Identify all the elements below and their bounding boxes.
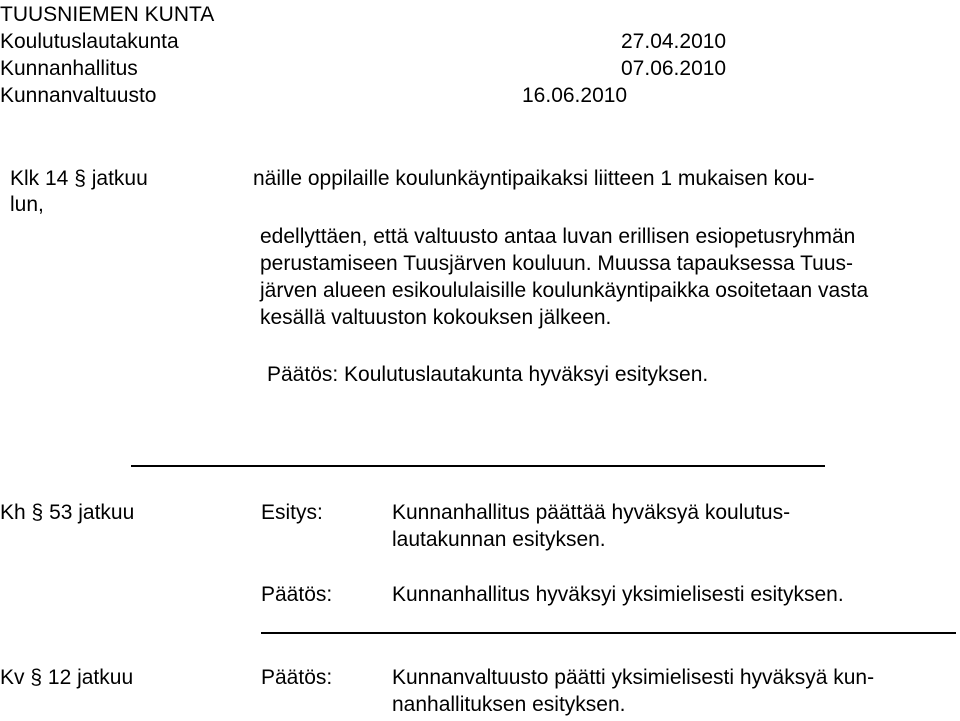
kh-proposal-line: Kunnanhallitus päättää hyväksyä koulutus- (392, 501, 791, 524)
section-sign-icon: § (31, 501, 44, 524)
klk-ref-suffix: jatkuu (91, 167, 148, 190)
kv-section-ref (0, 665, 133, 691)
section-sign-icon: § (74, 167, 86, 190)
klk-text-line1: näille oppilaille koulunkäyntipaikaksi liitteen 1 mukaisen kou- (253, 167, 815, 190)
kh-section-ref (0, 500, 134, 526)
section-sign-icon: § (30, 666, 43, 689)
municipality-title: TUUSNIEMEN KUNTA (0, 3, 215, 26)
section-divider (131, 465, 825, 467)
klk-decision: Päätös: Koulutuslautakunta hyväksyi esityksen. (267, 363, 709, 386)
body-name-kunnanvaltuusto: Kunnanvaltuusto (0, 84, 157, 107)
body-date-kunnanvaltuusto: 16.06.2010 (522, 84, 628, 107)
klk-paragraph-line: kesällä valtuuston kokouksen jälkeen. (260, 306, 612, 329)
kh-proposal-label: Esitys: (261, 501, 323, 524)
klk-ref-prefix: Klk 14 (10, 167, 69, 190)
kh-ref-prefix: Kh (0, 501, 26, 524)
kv-decision-label: Päätös: (261, 666, 333, 689)
klk-paragraph-line: perustamiseen Tuusjärven kouluun. Muussa tapauksessa Tuus- (260, 252, 853, 275)
kh-proposal-line: lautakunnan esityksen. (392, 528, 606, 551)
kv-decision-line: nanhallituksen esityksen. (392, 693, 626, 716)
klk-paragraph-line: järven alueen esikoululaisille koulunkäyntipaikka osoitetaan vasta (260, 279, 869, 302)
kh-decision-label: Päätös: (261, 583, 333, 606)
body-date-koulutuslautakunta: 27.04.2010 (621, 30, 727, 53)
kv-ref-prefix: Kv (0, 666, 25, 689)
body-name-koulutuslautakunta: Koulutuslautakunta (0, 30, 179, 53)
klk-section-ref (10, 166, 148, 192)
body-name-kunnanhallitus: Kunnanhallitus (0, 57, 138, 80)
kh-ref-suffix: 53 jatkuu (49, 501, 135, 524)
body-date-kunnanhallitus: 07.06.2010 (621, 57, 727, 80)
klk-text-line1-cont: lun, (10, 193, 44, 216)
kh-decision-text: Kunnanhallitus hyväksyi yksimielisesti esityksen. (392, 583, 844, 606)
section-divider (261, 632, 956, 634)
kv-ref-suffix: 12 jatkuu (47, 666, 134, 689)
kv-decision-line: Kunnanvaltuusto päätti yksimielisesti hyväksyä kun- (392, 666, 875, 689)
klk-paragraph-line: edellyttäen, että valtuusto antaa luvan erillisen esiopetusryhmän (260, 225, 856, 248)
